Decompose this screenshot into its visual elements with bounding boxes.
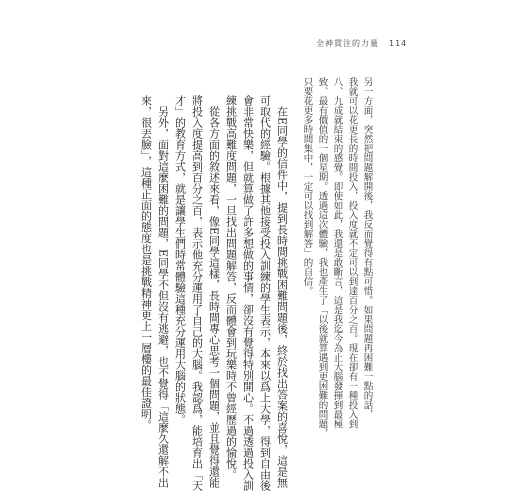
body-line: 會非常快樂，但就算做了許多想做的事情，卻沒有覺得特別開心。不過透過投入訓 xyxy=(241,95,255,491)
body-line: 才」的教育方式，就是讓學生們時常體驗這種充分運用大腦的狀態。 xyxy=(173,95,187,425)
body-line: 從各方面的敘述來看，像E同學這樣，長時間專心思考一個問題，並且覺得還能 xyxy=(207,106,221,489)
quote-line: 另一方面，突然把問題解開後，我反而覺得有點可惜。如果問題再困難一點的話， xyxy=(361,77,373,419)
quote-line: 只要花更多時間集中，一定可以找到解答」的自信。 xyxy=(301,77,313,296)
quote-line: 我就可以花更長的時間投入，投入度就不定可以到達百分之百。現在卻有一種投入到 xyxy=(346,77,358,429)
running-head xyxy=(316,38,407,49)
quote-line: 八、九成就結束的感覺。即使如此，我還是敢斷言，這是我迄今為止大腦發揮到最極 xyxy=(331,77,343,429)
body-line: 來，很丟臉」，這種正面的態度也是挑戰精神更上一層樓的最佳證明。 xyxy=(139,95,153,431)
body-line: 練挑戰高難度問題，一旦找出問題解答，反而體會到玩樂時不曾經歷過的愉悅。 xyxy=(224,95,238,480)
body-line: 另外，面對這麼困難的問題，E同學不但沒有逃避，也不覺得「這麼久還解不出 xyxy=(156,106,170,489)
quote-line: 致、最有價值的一個星期。透過這次體驗，我也產生了「以後就算遇到更困難的問題， xyxy=(316,77,328,438)
page-number: 114 xyxy=(389,39,408,48)
body-line: 在E同學的信件中，提到長時間挑戰困難問題後，終於找出答案的喜悅，這是無 xyxy=(275,106,289,489)
book-title: 全神貫注的力量 xyxy=(316,39,379,48)
body-line: 將投入度提高到百分之百，表示他充分運用了自己的大腦。我認爲，能培育出「天 xyxy=(190,95,204,491)
body-line: 可取代的經驗。根據其他接受投入訓練的學生表示，本來以爲上大學，得到自由後 xyxy=(258,95,272,491)
